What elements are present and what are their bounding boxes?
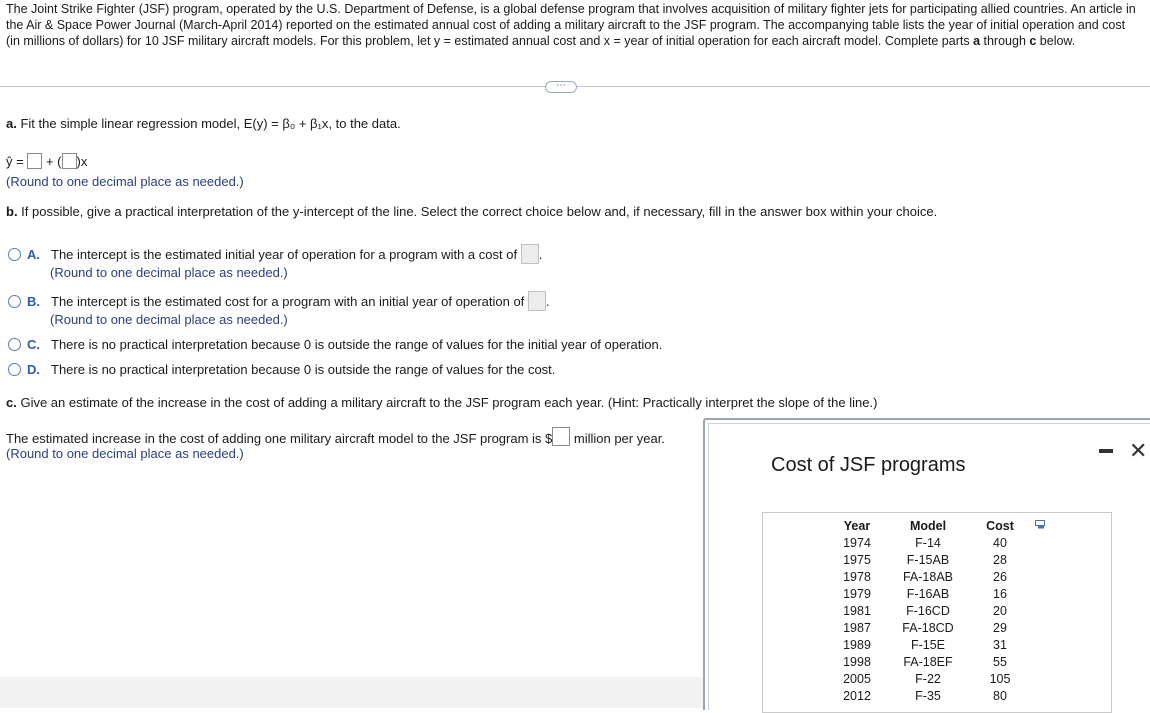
table-cell: FA-18EF (903, 655, 953, 669)
table-cell: 1989 (843, 638, 871, 652)
choice-b-hint: (Round to one decimal place as needed.) (50, 312, 288, 327)
part-a-ref: a (973, 34, 981, 48)
choice-c-letter: C. (27, 337, 40, 352)
data-table-popup (703, 418, 1150, 710)
minimize-icon[interactable] (1099, 449, 1113, 453)
intercept-input[interactable] (27, 153, 42, 169)
table-cell: F-14 (915, 536, 941, 550)
problem-text: The Joint Strike Fighter (JSF) program, operated by the U.S. Department of Defense, is a global defense program that involves acquisition of military fighter jets for participating allied countries. An article in the Air & Space Power Journal (March-April 2014) reported on the estimated annual cost of adding a military aircraft to the JSF program. The accompanying table lists the year of initial operation and cost (in millions of dollars) for 10 JSF military aircraft models. For this problem, let y = estimated annual cost and x = year of initial operation for each aircraft model. Complete parts (6, 2, 1136, 48)
table-cell: 55 (993, 655, 1007, 669)
table-cell: 28 (993, 553, 1007, 567)
choice-b-letter: B. (27, 294, 40, 309)
part-a-hint: (Round to one decimal place as needed.) (6, 174, 244, 189)
table-cell: 1978 (843, 570, 871, 584)
table-cell: 2012 (843, 689, 871, 703)
choice-c[interactable] (8, 337, 662, 352)
part-c-text: Give an estimate of the increase in the cost of adding a military aircraft to the JSF program each year. (Hint: Practically interpret the slope of the line.) (16, 395, 878, 410)
data-table (762, 512, 1112, 713)
slope-estimate-input[interactable] (552, 427, 570, 446)
model-column (893, 518, 963, 705)
choice-d-letter: D. (27, 362, 40, 377)
table-cell: 29 (993, 621, 1007, 635)
year-column (831, 518, 883, 705)
table-header: Year (843, 519, 871, 533)
choice-a-text: The intercept is the estimated initial year of operation for a program with a cost of (51, 247, 518, 262)
footer-bar (0, 677, 703, 708)
table-cell: FA-18AB (902, 570, 954, 584)
expand-button[interactable]: ⋯ (545, 81, 577, 93)
table-cell: 40 (993, 536, 1007, 550)
table-cell: F-35 (915, 689, 941, 703)
part-c-answer-line (6, 427, 665, 446)
problem-statement (6, 1, 1138, 49)
slope-input[interactable] (62, 153, 77, 169)
plus-paren: + ( (42, 154, 62, 169)
radio-a[interactable] (8, 248, 21, 261)
cost-column (978, 518, 1022, 705)
part-c-ref: c (1029, 34, 1037, 48)
table-cell: FA-18CD (902, 621, 954, 635)
table-cell: F-16CD (906, 604, 950, 618)
choice-d[interactable] (8, 362, 555, 377)
table-cell: 1974 (843, 536, 871, 550)
choice-a-hint: (Round to one decimal place as needed.) (50, 265, 288, 280)
below-text: below. (1036, 34, 1076, 48)
table-cell: 31 (993, 638, 1007, 652)
part-a-label: a. (6, 116, 17, 131)
regression-equation (6, 153, 87, 169)
popup-title: Cost of JSF programs (771, 454, 966, 476)
y-hat-label: ŷ = (6, 154, 24, 169)
choice-d-text: There is no practical interpretation because 0 is outside the range of values for the cost. (51, 362, 556, 377)
choice-a[interactable] (8, 244, 542, 264)
part-c-prompt (6, 395, 877, 410)
choice-c-text: There is no practical interpretation because 0 is outside the range of values for the initial year of operation. (51, 337, 663, 352)
radio-b[interactable] (8, 295, 21, 308)
part-b-text: If possible, give a practical interpretation of the y-intercept of the line. Select the correct choice below and, if necessary, fill in the answer box within your choice. (17, 204, 938, 219)
table-header: Model (909, 519, 947, 533)
table-cell: 20 (993, 604, 1007, 618)
part-c-answer-pre: The estimated increase in the cost of adding one military aircraft model to the JSF program is $ (6, 431, 553, 446)
table-cell: 1979 (843, 587, 871, 601)
part-b-label: b. (6, 204, 18, 219)
table-cell: F-15AB (906, 553, 950, 567)
table-cell: 2005 (843, 672, 871, 686)
copy-icon[interactable] (1035, 520, 1047, 529)
table-cell: 1981 (843, 604, 871, 618)
through-text: through (980, 34, 1030, 48)
table-cell: 1998 (843, 655, 871, 669)
part-b-prompt (6, 204, 937, 219)
choice-b[interactable] (8, 291, 550, 311)
table-header: Cost (986, 519, 1014, 533)
choice-b-input[interactable] (528, 291, 546, 311)
choice-b-text: The intercept is the estimated cost for a program with an initial year of operation of (51, 294, 525, 309)
table-cell: F-16AB (906, 587, 950, 601)
radio-c[interactable] (8, 338, 21, 351)
table-cell: 105 (989, 672, 1011, 686)
part-c-label: c. (6, 395, 17, 410)
part-c-hint: (Round to one decimal place as needed.) (6, 446, 244, 461)
part-a-text: Fit the simple linear regression model, E(y) = β₀ + β₁x, to the data. (16, 116, 401, 131)
table-cell: F-22 (915, 672, 941, 686)
table-cell: 26 (993, 570, 1007, 584)
choice-a-period: . (538, 247, 543, 262)
table-cell: 1987 (843, 621, 871, 635)
part-c-answer-post: million per year. (570, 431, 665, 446)
close-icon[interactable]: ✕ (1129, 438, 1148, 463)
choice-b-period: . (545, 294, 550, 309)
choice-a-input[interactable] (521, 244, 539, 264)
table-cell: 80 (993, 689, 1007, 703)
table-cell: 1975 (843, 553, 871, 567)
table-cell: F-15E (910, 638, 946, 652)
radio-d[interactable] (8, 363, 21, 376)
popup-body (708, 423, 1150, 710)
part-a-prompt (6, 116, 401, 131)
choice-a-letter: A. (27, 247, 40, 262)
table-cell: 16 (993, 587, 1007, 601)
x-term: )x (76, 154, 88, 169)
